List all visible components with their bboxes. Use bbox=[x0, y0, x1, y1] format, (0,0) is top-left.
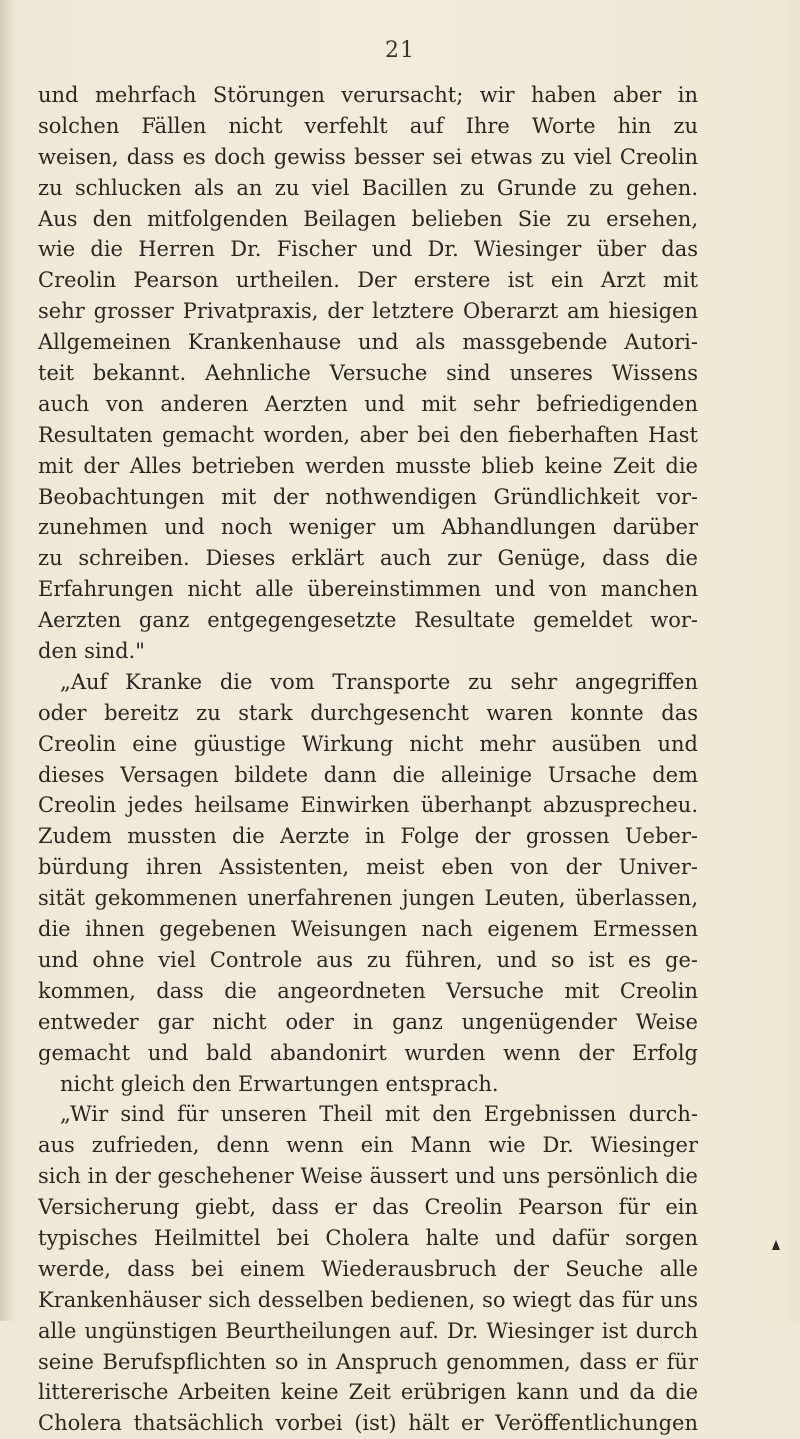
text-line: Zudem mussten die Aerzte in Folge der grossen Ueber- bbox=[38, 824, 698, 849]
page-edge-shadow bbox=[0, 0, 14, 1321]
text-line: Versicherung giebt, dass er das Creolin Pearson für ein bbox=[38, 1195, 698, 1220]
text-line: aus zufrieden, denn wenn ein Mann wie Dr. Wiesinger bbox=[38, 1133, 698, 1158]
text-line: werde, dass bei einem Wiederausbruch der Seuche alle bbox=[38, 1256, 698, 1281]
text-line: bürdung ihren Assistenten, meist eben von der Univer- bbox=[38, 855, 698, 880]
text-line: den sind." bbox=[38, 639, 145, 664]
text-line: „Wir sind für unseren Theil mit den Ergebnissen durch- bbox=[60, 1102, 698, 1127]
text-line: Resultaten gemacht worden, aber bei den fieberhaften Hast bbox=[38, 422, 698, 447]
text-line: seine Berufspflichten so in Anspruch genommen, dass er für bbox=[38, 1349, 698, 1374]
text-line: Krankenhäuser sich desselben bedienen, so wiegt das für uns bbox=[38, 1287, 698, 1312]
text-line: dieses Versagen bildete dann die alleinige Ursache dem bbox=[38, 762, 698, 787]
text-line: alle ungünstigen Beurtheilungen auf. Dr. Wiesinger ist durch bbox=[38, 1318, 698, 1343]
text-line: Erfahrungen nicht alle übereinstimmen und von manchen bbox=[38, 577, 698, 602]
text-line: Beobachtungen mit der nothwendigen Gründlichkeit vor- bbox=[38, 484, 698, 509]
text-line: sich in der geschehener Weise äussert und uns persönlich die bbox=[38, 1164, 698, 1189]
text-line: Allgemeinen Krankenhause und als massgebende Autori- bbox=[38, 330, 698, 355]
text-line: typisches Heilmittel bei Cholera halte und dafür sorgen bbox=[38, 1225, 698, 1250]
text-line: auch von anderen Aerzten und mit sehr befriedigenden bbox=[38, 391, 698, 416]
text-line: Aerzten ganz entgegengesetzte Resultate gemeldet wor- bbox=[38, 608, 698, 633]
text-line: die ihnen gegebenen Weisungen nach eigenem Ermessen bbox=[38, 917, 698, 942]
body-text bbox=[38, 80, 698, 1439]
text-line: und mehrfach Störungen verursacht; wir haben aber in bbox=[38, 83, 698, 107]
page-number: 21 bbox=[385, 38, 415, 63]
text-line: sehr grosser Privatpraxis, der letztere Oberarzt am hiesigen bbox=[38, 299, 698, 324]
text-line: solchen Fällen nicht verfehlt auf Ihre Worte hin zu bbox=[38, 113, 698, 138]
text-line: Aus den mitfolgenden Beilagen belieben Sie zu ersehen, bbox=[38, 206, 698, 231]
text-line: Creolin Pearson urtheilen. Der erstere ist ein Arzt mit bbox=[38, 268, 698, 293]
text-line: mit der Alles betrieben werden musste blieb keine Zeit die bbox=[38, 453, 698, 478]
text-line: teit bekannt. Aehnliche Versuche sind unseres Wissens bbox=[38, 361, 698, 386]
text-line: Creolin eine güustige Wirkung nicht mehr ausüben und bbox=[38, 731, 698, 756]
text-line: kommen, dass die angeordneten Versuche mit Creolin bbox=[38, 978, 698, 1003]
text-line: zunehmen und noch weniger um Abhandlungen darüber bbox=[38, 515, 698, 540]
text-line: littererische Arbeiten keine Zeit erübrigen kann und da die bbox=[38, 1380, 698, 1405]
text-line: zu schlucken als an zu viel Bacillen zu Grunde zu gehen. bbox=[38, 175, 698, 200]
text-line: entweder gar nicht oder in ganz ungenügender Weise bbox=[38, 1009, 698, 1034]
text-line: sität gekommenen unerfahrenen jungen Leuten, überlassen, bbox=[38, 886, 698, 911]
text-line: Creolin jedes heilsame Einwirken überhanpt abzusprecheu. bbox=[38, 793, 698, 818]
print-mark-icon bbox=[772, 1240, 780, 1250]
text-line: Cholera thatsächlich vorbei (ist) hält er Veröffentlichungen bbox=[38, 1411, 698, 1436]
text-line: und ohne viel Controle aus zu führen, und so ist es ge- bbox=[38, 947, 698, 972]
text-line: „Auf Kranke die vom Transporte zu sehr angegriffen bbox=[60, 669, 698, 694]
text-line: nicht gleich den Erwartungen entsprach. bbox=[60, 1071, 499, 1096]
text-line: gemacht und bald abandonirt wurden wenn der Erfolg bbox=[38, 1040, 698, 1065]
text-line: zu schreiben. Dieses erklärt auch zur Genüge, dass die bbox=[38, 546, 698, 571]
text-line: wie die Herren Dr. Fischer und Dr. Wiesinger über das bbox=[38, 237, 698, 262]
text-line: weisen, dass es doch gewiss besser sei etwas zu viel Creolin bbox=[38, 144, 698, 169]
text-line: oder bereitz zu stark durchgesencht waren konnte das bbox=[38, 700, 698, 725]
